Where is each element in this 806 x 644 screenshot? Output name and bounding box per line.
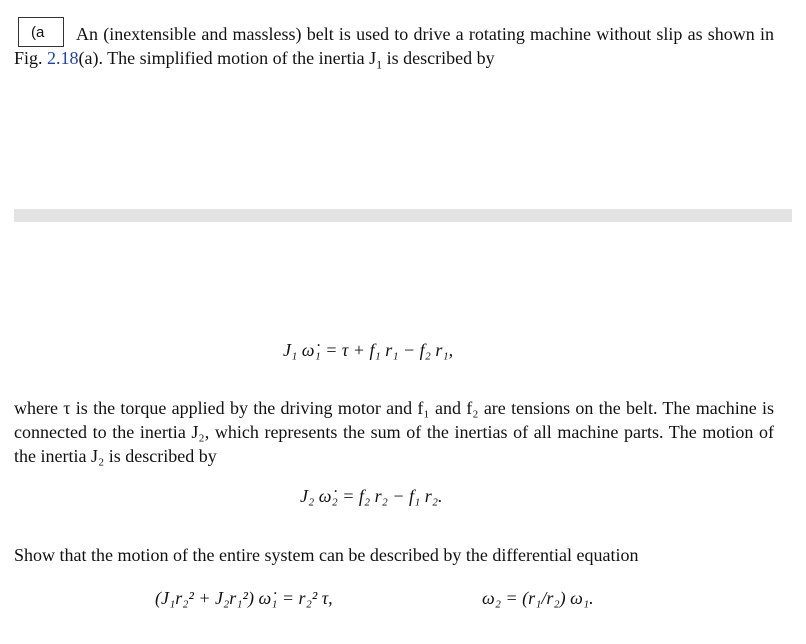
figure-link[interactable]: 2.18 xyxy=(47,48,79,68)
intro-tail: (a). The simplified motion of the inertia J xyxy=(78,48,377,68)
intro-text: An (inextensible and massless) belt is used to drive a rotating machine without slip as shown in Fig. xyxy=(14,24,774,68)
part-label: (a xyxy=(18,17,64,47)
show-paragraph: Show that the motion of the entire system can be described by the differential equation xyxy=(14,545,639,565)
intro-subscript: 1 xyxy=(376,57,383,72)
where-paragraph: where τ is the torque applied by the driving motor and f₁ and f₂ are tensions on the belt. The machine is connected to the inertia J₂, which represents the sum of the inertias of all machine parts. The motion of the inertia J₂ is described by xyxy=(14,398,774,466)
intro-end: is described by xyxy=(382,48,495,68)
separator-bar xyxy=(14,209,792,222)
intro-paragraph xyxy=(14,22,774,70)
equation-1: J₁ ω̇₁ = τ + f₁ r₁ − f₂ r₁, xyxy=(283,340,454,360)
equation-3: (J₁r₂² + J₂r₁²) ω̇₁ = r₂² τ, xyxy=(155,588,333,608)
equation-2: J₂ ω̇₂ = f₂ r₂ − f₁ r₂. xyxy=(300,486,443,506)
equation-4: ω₂ = (r₁/r₂) ω₁. xyxy=(482,588,594,608)
